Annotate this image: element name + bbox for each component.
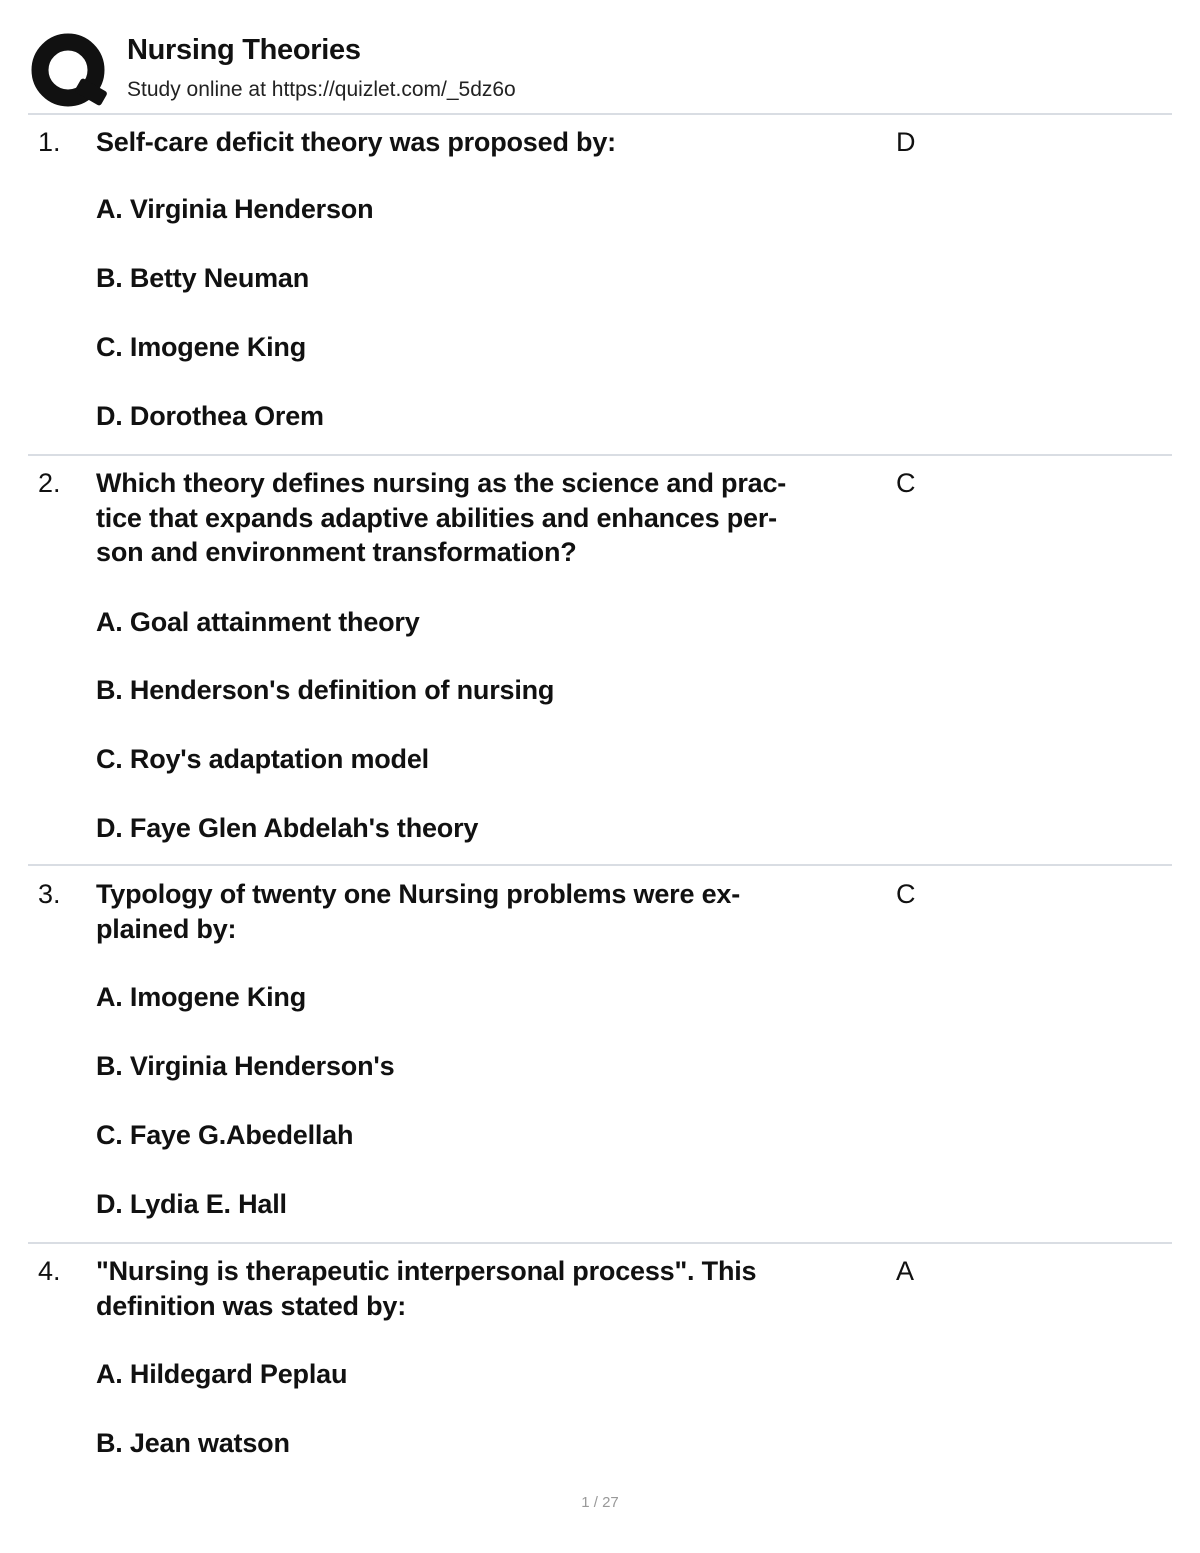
page-title: Nursing Theories: [127, 34, 361, 66]
divider: [28, 864, 1172, 866]
answer-key: D: [896, 127, 916, 157]
quizlet-q-logo-icon: [30, 32, 110, 112]
question-number: 2.: [38, 468, 61, 498]
option-b: B. Betty Neuman: [96, 263, 310, 293]
question-number: 4.: [38, 1256, 61, 1286]
divider: [28, 113, 1172, 115]
option-c: C. Imogene King: [96, 332, 307, 362]
option-c: C. Faye G.Abedellah: [96, 1120, 354, 1150]
page-indicator: 1 / 27: [581, 1494, 619, 1511]
question-text: Typology of twenty one Nursing problems were ex- plained by:: [96, 879, 740, 944]
option-c: C. Roy's adaptation model: [96, 744, 429, 774]
answer-key: C: [896, 879, 916, 909]
study-online-link[interactable]: Study online at https://quizlet.com/_5dz6o: [127, 78, 516, 101]
option-d: D. Faye Glen Abdelah's theory: [96, 813, 479, 843]
option-a: A. Imogene King: [96, 982, 307, 1012]
question-number: 1.: [38, 127, 61, 157]
divider: [28, 454, 1172, 456]
option-b: B. Henderson's definition of nursing: [96, 675, 555, 705]
option-d: D. Dorothea Orem: [96, 401, 324, 431]
question-text: "Nursing is therapeutic interpersonal process". This definition was stated by:: [96, 1256, 757, 1321]
option-d: D. Lydia E. Hall: [96, 1189, 287, 1219]
page-header: [30, 30, 1170, 110]
answer-key: A: [896, 1256, 915, 1286]
answer-key: C: [896, 468, 916, 498]
question-text: Which theory defines nursing as the science and prac- tice that expands adaptive abilities and enhances per- son and environment transformation?: [96, 468, 787, 567]
option-a: A. Virginia Henderson: [96, 194, 374, 224]
option-a: A. Hildegard Peplau: [96, 1359, 348, 1389]
option-b: B. Virginia Henderson's: [96, 1051, 395, 1081]
question-number: 3.: [38, 879, 61, 909]
question-text: Self-care deficit theory was proposed by:: [96, 127, 616, 157]
divider: [28, 1242, 1172, 1244]
option-a: A. Goal attainment theory: [96, 607, 420, 637]
option-b: B. Jean watson: [96, 1428, 290, 1458]
